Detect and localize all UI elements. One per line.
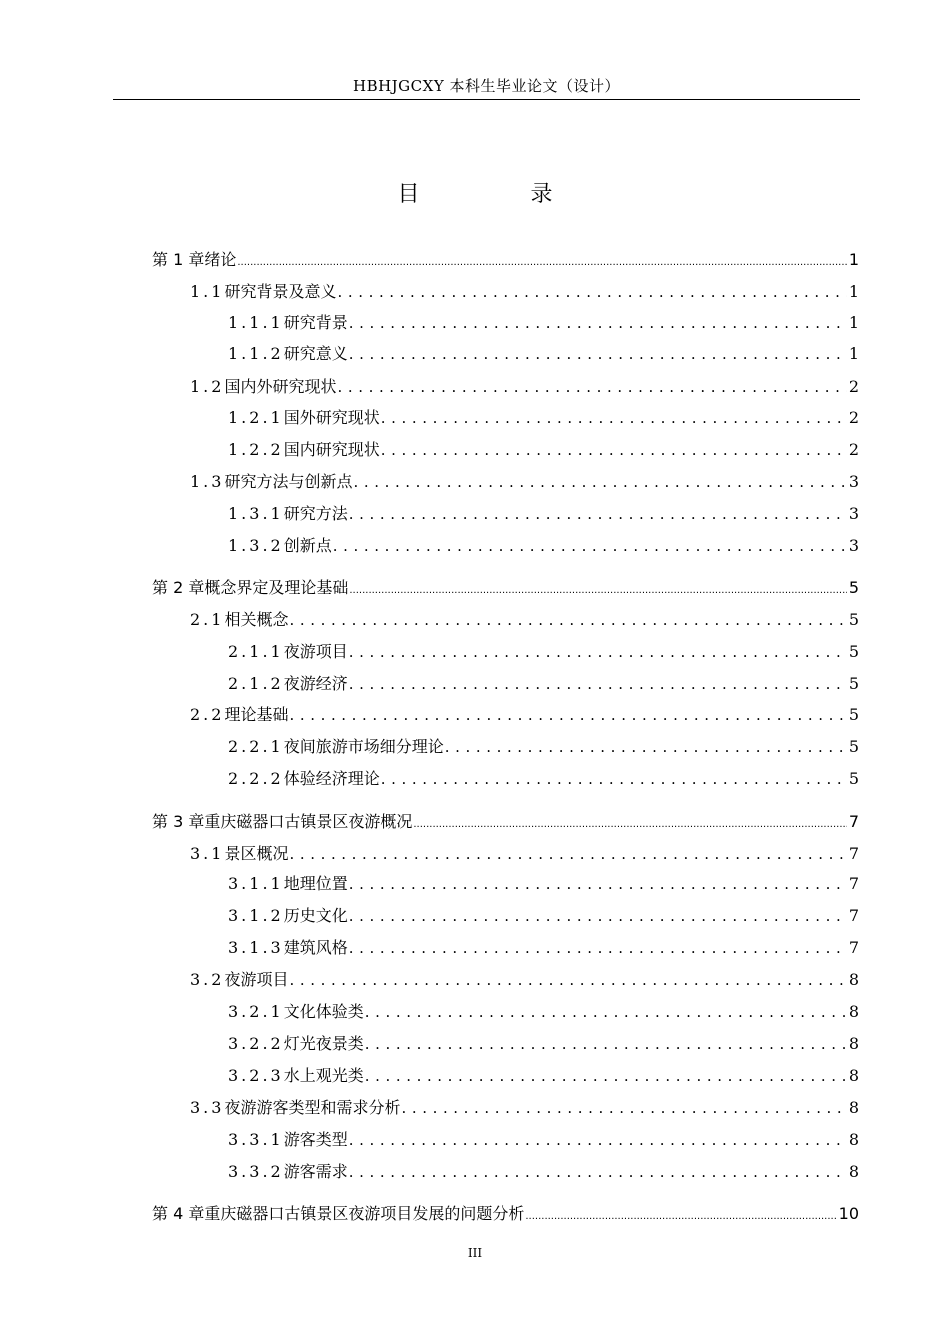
toc-entry-page: 1 <box>848 250 859 269</box>
toc-dot-leader <box>445 736 847 758</box>
toc-entry-label: 游客类型 <box>283 1130 348 1149</box>
toc-entry-number: 1.2.1 <box>228 408 284 427</box>
toc-entry-page: 8 <box>848 1162 859 1181</box>
toc-entry-number: 1.1.2 <box>228 344 284 363</box>
toc-entry-label: 研究方法 <box>283 504 348 523</box>
toc-entry-subsec[interactable] <box>228 1129 859 1151</box>
toc-entry-label: 历史文化 <box>283 906 348 925</box>
toc-entry-subsec[interactable] <box>228 641 859 663</box>
toc-entry-page: 5 <box>848 769 859 788</box>
toc-entry-sec[interactable] <box>190 376 859 398</box>
toc-entry-number: 1.1.1 <box>228 313 284 332</box>
toc-entry-subsec[interactable] <box>228 439 859 461</box>
toc-entry-subsec[interactable] <box>228 312 859 334</box>
toc-entry-number: 第 1 章 <box>152 250 205 269</box>
toc-entry-number: 3.2.1 <box>228 1002 284 1021</box>
toc-entry-subsec[interactable] <box>228 873 859 895</box>
toc-entry-page: 7 <box>848 874 859 893</box>
toc-entry-page: 1 <box>848 344 859 363</box>
toc-entry-subsec[interactable] <box>228 503 859 525</box>
toc-dot-leader <box>349 641 847 663</box>
toc-dot-leader <box>349 580 846 602</box>
toc-entry-page: 8 <box>848 1002 859 1021</box>
toc-entry-label: 重庆磁器口古镇景区夜游概况 <box>204 812 413 831</box>
toc-entry-label: 研究方法与创新点 <box>224 472 353 491</box>
toc-entry-label: 地理位置 <box>283 874 348 893</box>
toc-entry-label: 夜游项目 <box>224 970 289 989</box>
toc-entry-number: 第 4 章 <box>152 1204 205 1223</box>
toc-entry-page: 3 <box>848 504 859 523</box>
toc-entry-subsec[interactable] <box>228 905 859 927</box>
toc-entry-sec[interactable] <box>190 969 859 991</box>
toc-dot-leader <box>365 1033 847 1055</box>
toc-dot-leader <box>381 439 847 461</box>
toc-entry-page: 2 <box>848 408 859 427</box>
toc-entry-label: 绪论 <box>204 250 237 269</box>
toc-entry-sec[interactable] <box>190 1097 859 1119</box>
toc-entry-sec[interactable] <box>190 609 859 631</box>
toc-entry-subsec[interactable] <box>228 343 859 365</box>
toc-entry-label: 夜间旅游市场细分理论 <box>283 737 444 756</box>
toc-entry-label: 研究意义 <box>283 344 348 363</box>
toc-entry-number: 2.2.1 <box>228 737 284 756</box>
toc-entry-label: 研究背景 <box>283 313 348 332</box>
toc-entry-label: 国外研究现状 <box>283 408 380 427</box>
toc-entry-number: 2.2.2 <box>228 769 284 788</box>
toc-entry-page: 8 <box>848 1130 859 1149</box>
toc-entry-number: 2.1.1 <box>228 642 284 661</box>
toc-entry-label: 研究背景及意义 <box>224 282 337 301</box>
toc-entry-subsec[interactable] <box>228 768 859 790</box>
toc-entry-number: 2.1 <box>190 610 225 629</box>
toc-entry-page: 3 <box>848 536 859 555</box>
toc-entry-number: 第 2 章 <box>152 578 205 597</box>
toc-entry-number: 1.3.2 <box>228 536 284 555</box>
toc-entry-label: 理论基础 <box>224 705 289 724</box>
toc-entry-label: 重庆磁器口古镇景区夜游项目发展的问题分析 <box>204 1204 525 1223</box>
toc-entry-page: 8 <box>848 970 859 989</box>
toc-entry-number: 3.2.2 <box>228 1034 284 1053</box>
toc-entry-page: 7 <box>848 844 859 863</box>
toc-entry-label: 概念界定及理论基础 <box>204 578 349 597</box>
toc-entry-number: 2.2 <box>190 705 225 724</box>
toc-dot-leader <box>401 1097 846 1119</box>
toc-entry-subsec[interactable] <box>228 1161 859 1183</box>
toc-dot-leader <box>365 1001 847 1023</box>
toc-entry-number: 1.3 <box>190 472 225 491</box>
toc-dot-leader <box>353 471 846 493</box>
toc-entry-number: 1.3.1 <box>228 504 284 523</box>
toc-entry-number: 3.1.2 <box>228 906 284 925</box>
toc-entry-page: 5 <box>848 737 859 756</box>
toc-entry-subsec[interactable] <box>228 1065 859 1087</box>
toc-entry-chapter[interactable] <box>152 577 859 599</box>
toc-entry-subsec[interactable] <box>228 535 859 557</box>
toc-dot-leader <box>289 609 846 631</box>
toc-entry-number: 3.3.2 <box>228 1162 284 1181</box>
toc-dot-leader <box>349 673 847 695</box>
toc-entry-label: 国内外研究现状 <box>224 377 337 396</box>
toc-dot-leader <box>289 843 846 865</box>
toc-entry-label: 相关概念 <box>224 610 289 629</box>
toc-entry-sec[interactable] <box>190 471 859 493</box>
toc-dot-leader <box>289 969 846 991</box>
toc-title: 目 录 <box>397 182 605 207</box>
toc-entry-number: 3.1.3 <box>228 938 284 957</box>
toc-entry-sec[interactable] <box>190 843 859 865</box>
toc-dot-leader <box>349 1161 847 1183</box>
toc-entry-page: 8 <box>848 1066 859 1085</box>
toc-entry-page: 2 <box>848 377 859 396</box>
toc-entry-number: 3.2.3 <box>228 1066 284 1085</box>
toc-dot-leader <box>349 873 847 895</box>
toc-entry-sec[interactable] <box>190 704 859 726</box>
toc-entry-subsec[interactable] <box>228 736 859 758</box>
toc-entry-label: 文化体验类 <box>283 1002 364 1021</box>
toc-entry-number: 3.1 <box>190 844 225 863</box>
toc-dot-leader <box>349 503 847 525</box>
toc-entry-page: 5 <box>848 610 859 629</box>
toc-entry-page: 10 <box>838 1204 859 1223</box>
toc-entry-sec[interactable] <box>190 281 859 303</box>
toc-dot-leader <box>289 704 846 726</box>
toc-entry-page: 3 <box>848 472 859 491</box>
toc-dot-leader <box>349 343 847 365</box>
toc-entry-number: 3.1.1 <box>228 874 284 893</box>
toc-entry-number: 2.1.2 <box>228 674 284 693</box>
toc-dot-leader <box>337 376 846 398</box>
toc-entry-label: 创新点 <box>283 536 332 555</box>
toc-entry-label: 游客需求 <box>283 1162 348 1181</box>
toc-entry-page: 7 <box>848 906 859 925</box>
toc-entry-subsec[interactable] <box>228 1001 859 1023</box>
toc-dot-leader <box>333 535 847 557</box>
toc-entry-label: 体验经济理论 <box>283 769 380 788</box>
toc-dot-leader <box>337 281 846 303</box>
toc-entry-number: 1.2.2 <box>228 440 284 459</box>
toc-entry-number: 3.2 <box>190 970 225 989</box>
toc-entry-page: 1 <box>848 313 859 332</box>
toc-entry-number: 第 3 章 <box>152 812 205 831</box>
toc-entry-label: 建筑风格 <box>283 938 348 957</box>
toc-entry-page: 5 <box>848 642 859 661</box>
toc-dot-leader <box>381 407 847 429</box>
toc-entry-subsec[interactable] <box>228 407 859 429</box>
toc-entry-label: 夜游经济 <box>283 674 348 693</box>
toc-entry-number: 1.1 <box>190 282 225 301</box>
toc-entry-label: 国内研究现状 <box>283 440 380 459</box>
toc-dot-leader <box>365 1065 847 1087</box>
page-number: III <box>467 1246 483 1260</box>
toc-entry-label: 夜游项目 <box>283 642 348 661</box>
running-header: HBHJGCXY 本科生毕业论文（设计） <box>352 77 620 95</box>
toc-entry-page: 8 <box>848 1034 859 1053</box>
toc-entry-subsec[interactable] <box>228 1033 859 1055</box>
toc-entry-page: 7 <box>848 938 859 957</box>
toc-entry-page: 1 <box>848 282 859 301</box>
toc-entry-label: 水上观光类 <box>283 1066 364 1085</box>
toc-dot-leader <box>381 768 847 790</box>
toc-entry-chapter[interactable] <box>152 1203 859 1225</box>
toc-entry-page: 5 <box>848 578 859 597</box>
toc-entry-label: 景区概况 <box>224 844 289 863</box>
toc-entry-page: 7 <box>848 812 859 831</box>
toc-entry-chapter[interactable] <box>152 249 859 271</box>
toc-entry-page: 8 <box>848 1098 859 1117</box>
toc-dot-leader <box>237 252 846 274</box>
toc-entry-label: 夜游游客类型和需求分析 <box>224 1098 401 1117</box>
toc-dot-leader <box>525 1206 836 1228</box>
toc-entry-page: 5 <box>848 674 859 693</box>
toc-dot-leader <box>413 814 846 836</box>
toc-entry-page: 5 <box>848 705 859 724</box>
toc-entry-number: 3.3.1 <box>228 1130 284 1149</box>
toc-entry-subsec[interactable] <box>228 937 859 959</box>
toc-dot-leader <box>349 937 847 959</box>
toc-dot-leader <box>349 905 847 927</box>
toc-entry-chapter[interactable] <box>152 811 859 833</box>
toc-dot-leader <box>349 1129 847 1151</box>
toc-entry-subsec[interactable] <box>228 673 859 695</box>
toc-dot-leader <box>349 312 847 334</box>
toc-entry-label: 灯光夜景类 <box>283 1034 364 1053</box>
toc-entry-number: 3.3 <box>190 1098 225 1117</box>
toc-entry-page: 2 <box>848 440 859 459</box>
toc-entry-number: 1.2 <box>190 377 225 396</box>
